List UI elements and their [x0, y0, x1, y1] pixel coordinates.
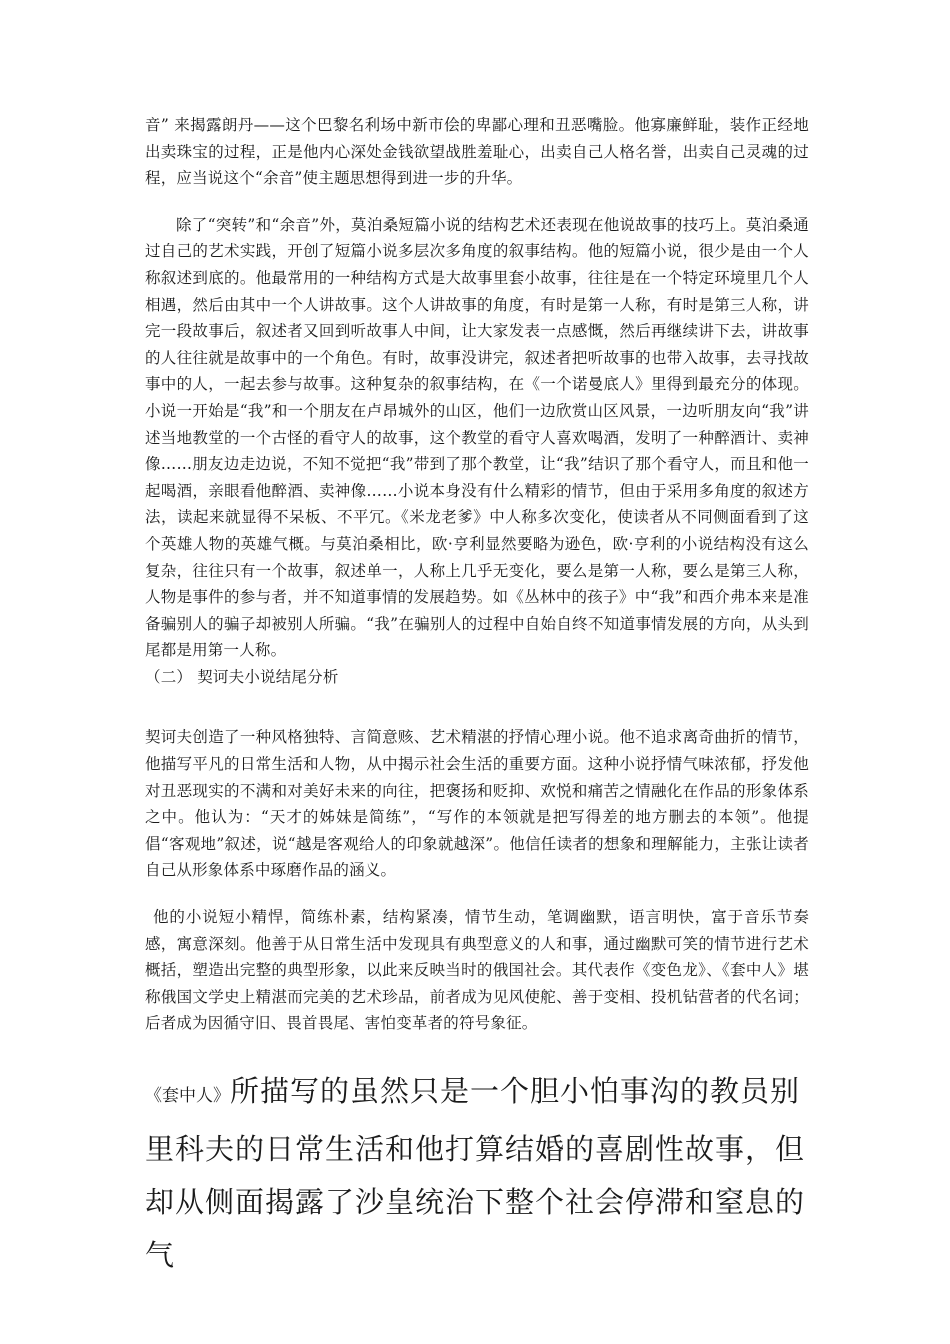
paragraph-3: 契诃夫创造了一种风格独特、言简意赅、艺术精湛的抒情心理小说。他不追求离奇曲折的情节，他描写平凡的日常生活和人物，从中揭示社会生活的重要方面。这种小说抒情气味浓郁，抒发他对丑恶现实的不满和对美好未来的向往，把褒扬和贬抑、欢悦和痛苦之情融化在作品的形象体系之中。他认为：“天才的姊妹是简练”，“写作的本领就是把写得差的地方删去的本领”。他提倡“客观地”叙述，说“越是客观给人的印象就越深”。他信任读者的想象和理解能力，主张让读者自己从形象体系中琢磨作品的涵义。 [145, 728, 809, 880]
section-heading: （二） 契诃夫小说结尾分析 [145, 667, 339, 686]
paragraph-1: 音” 来揭露朗丹——这个巴黎名利场中新市侩的卑鄙心理和丑恶嘴脸。他寡廉鲜耻，装作正经地出卖珠宝的过程，正是他内心深处金钱欲望战胜羞耻心，出卖自己人格名誉，出卖自己灵魂的过程，应当说这个“余音”使主题思想得到进一步的升华。 [145, 116, 809, 188]
book-title: 《套中人》 [145, 1086, 230, 1106]
paragraph-5-text: 所描写的虽然只是一个胆小怕事沟的教员别里科夫的日常生活和他打算结婚的喜剧性故事，但却从侧面揭露了沙皇统治下整个社会停滞和窒息的气 [145, 1074, 806, 1272]
paragraph-4: 他的小说短小精悍，简练朴素，结构紧凑，情节生动，笔调幽默，语言明快，富于音乐节奏感，寓意深刻。他善于从日常生活中发现具有典型意义的人和事，通过幽默可笑的情节进行艺术概括，塑造出完整的典型形象，以此来反映当时的俄国社会。其代表作《变色龙》、《套中人》堪称俄国文学史上精湛而完美的艺术珍品，前者成为见风使舵、善于变相、投机钻营者的代名词；后者成为因循守旧、畏首畏尾、害怕变革者的符号象征。 [145, 908, 809, 1033]
document-page [145, 112, 809, 1282]
paragraph-5-large [145, 1065, 809, 1282]
paragraph-2: 除了“突转”和“余音”外，莫泊桑短篇小说的结构艺术还表现在他说故事的技巧上。莫泊桑通过自己的艺术实践，开创了短篇小说多层次多角度的叙事结构。他的短篇小说，很少是由一个人称叙述到底的。他最常用的一种结构方式是大故事里套小故事，往往是在一个特定环境里几个人相遇，然后由其中一个人讲故事。这个人讲故事的角度，有时是第一人称，有时是第三人称，讲完一段故事后，叙述者又回到听故事人中间，让大家发表一点感慨，然后再继续讲下去，讲故事的人往往就是故事中的一个角色。有时，故事没讲完，叙述者把听故事的也带入故事，去寻找故事中的人，一起去参与故事。这种复杂的叙事结构，在《一个诺曼底人》里得到最充分的体现。小说一开始是“我”和一个朋友在卢昂城外的山区，他们一边欣赏山区风景，一边听朋友向“我”讲述当地教堂的一个古怪的看守人的故事，这个教堂的看守人喜欢喝酒，发明了一种醉酒计、卖神像……朋友边走边说，不知不觉把“我”带到了那个教堂，让“我”结识了那个看守人，而且和他一起喝酒，亲眼看他醉酒、卖神像……小说本身没有什么精彩的情节，但由于采用多角度的叙述方法，读起来就显得不呆板、不平冗。《米龙老爹》中人称多次变化，使读者从不同侧面看到了这个英雄人物的英雄气概。与莫泊桑相比，欧·亨利显然要略为逊色，欧·亨利的小说结构没有这么复杂，往往只有一个故事，叙述单一，人称上几乎无变化，要么是第一人称，要么是第三人称，人物是事件的参与者，并不知道事情的发展趋势。如《丛林中的孩子》中“我”和西介弗本来是准备骗别人的骗子却被别人所骗。“我”在骗别人的过程中自始自终不知道事情发展的方向，从头到尾都是用第一人称。 [145, 215, 809, 660]
